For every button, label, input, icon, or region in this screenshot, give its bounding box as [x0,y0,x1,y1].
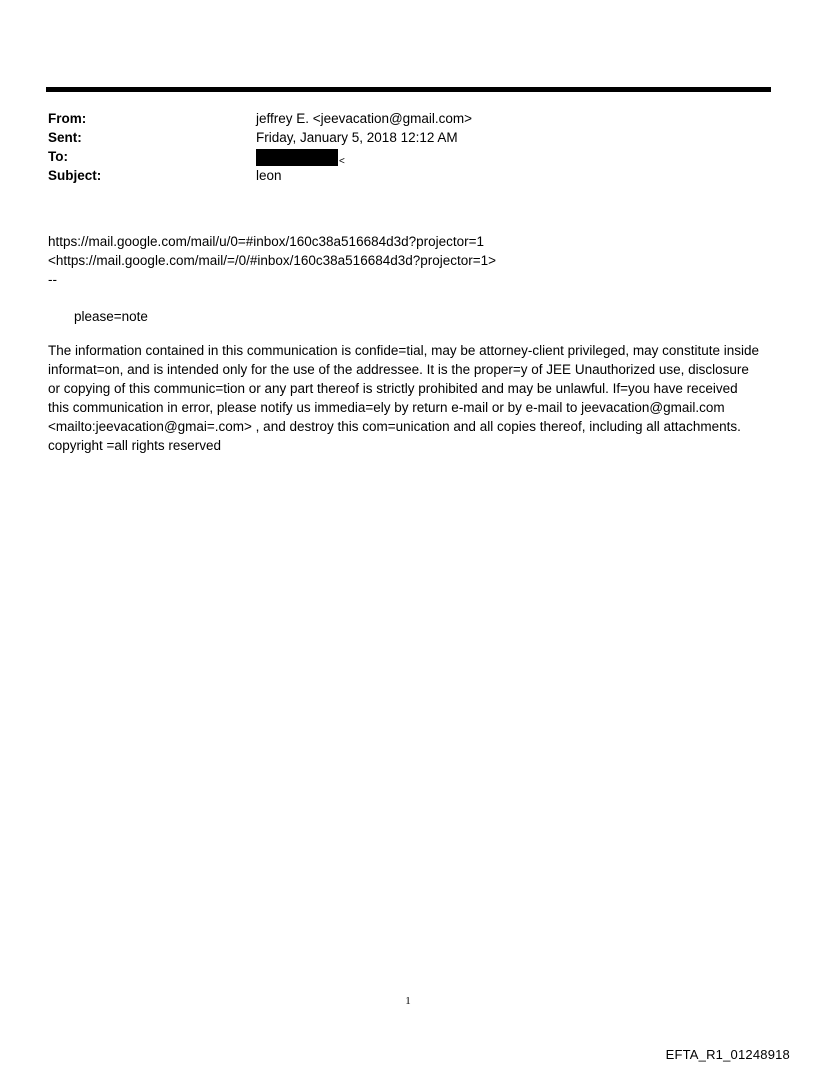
subject-row [48,166,768,185]
subject-value: leon [256,168,282,183]
url-line-1: https://mail.google.com/mail/u/0=#inbox/160c38a516684d3d?projector=1 [48,234,485,249]
to-label: To: [48,149,68,164]
header-rule [46,87,771,92]
subject-label: Subject: [48,168,102,183]
disclaimer-text: The information contained in this communication is confide=tial, may be attorney-client privileged, may constitute inside informat=on, and is intended only for the use of the addressee. It is the proper=y of JEE Unauthorized use, disclosure or copying of this communic=tion or any part thereof is strictly prohibited and may be unlawful. If=you have received this communication in error, please notify us immedia=ely by return e-mail or by e-mail to jeevacation@gmail.com <mailto:jeevacation@gmai=.com> , and destroy this com=unication and all copies thereof, including all attachments. copyright =all rights reserved [48,343,759,453]
bates-number: EFTA_R1_01248918 [665,1047,790,1062]
from-row [48,109,768,128]
to-row [48,147,768,166]
sent-label: Sent: [48,130,82,145]
signature-separator: -- [48,272,57,287]
from-value: jeffrey E. <jeevacation@gmail.com> [256,111,473,126]
from-label: From: [48,111,87,126]
note-text: please=note [74,309,148,324]
to-value-tail: < [339,156,345,167]
sent-value: Friday, January 5, 2018 12:12 AM [256,130,458,145]
email-body [48,232,768,455]
page-number: 1 [405,995,411,1007]
sent-row [48,128,768,147]
url-line-2: <https://mail.google.com/mail/=/0/#inbox/160c38a516684d3d?projector=1> [48,253,497,268]
redaction-box [256,149,338,166]
email-header [48,109,768,185]
